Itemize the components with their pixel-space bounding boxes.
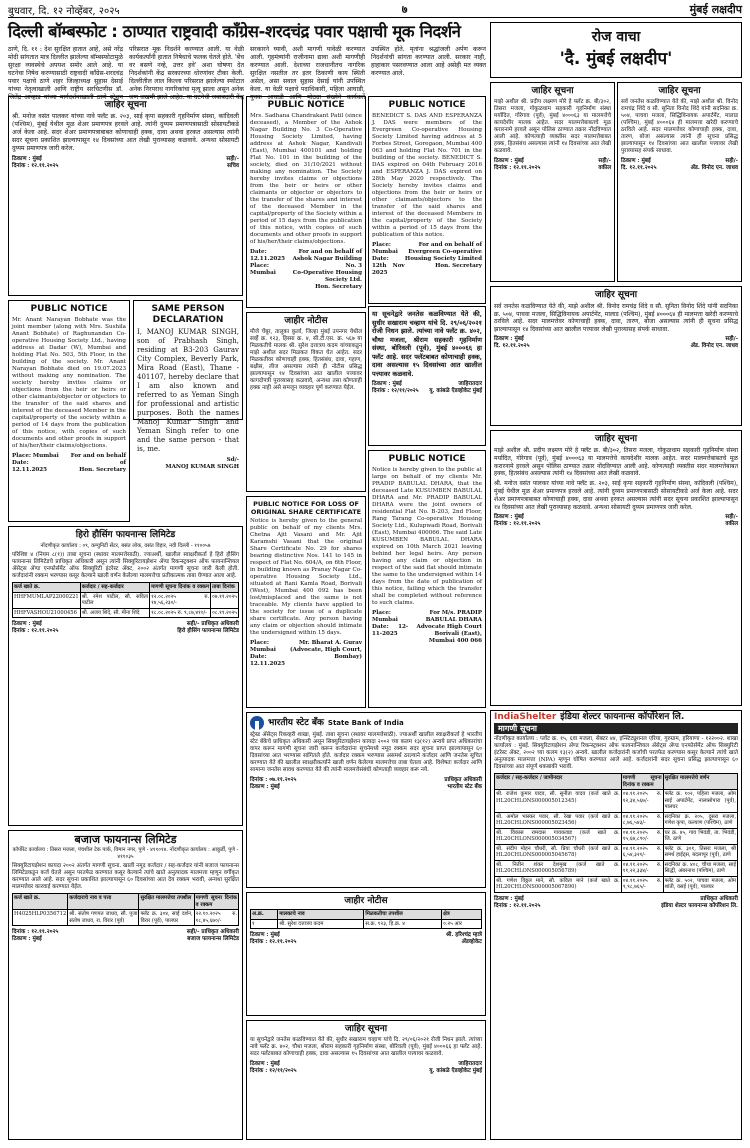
notice-signatory: Mr. Bharat A. Gurav (Advocate, High Court, Bombay) xyxy=(289,640,362,660)
notice-place-date: ठिकाण : मुंबई दिनांक : १२.११.२०२५ xyxy=(12,621,59,634)
table-header-cell: मागणी सूचना दिनांक व रक्कम xyxy=(195,895,237,908)
notice-place-date: दिनांक : ०७.११.२०२५ ठिकाण : मुंबई xyxy=(250,777,297,790)
table-cell: श्री. राजेश कुमार यादव, सौ. सुनीता यादव (कर्ज खाते क्र. HL20CHLONS000005012345) xyxy=(495,790,622,813)
banner-line-2: 'दै. मुंबई लक्षदीप' xyxy=(559,49,673,69)
table-header-cell: क्षेत्र xyxy=(442,910,482,920)
issue-date: बुधवार, दि. १२ नोव्हेंबर, २०२५ xyxy=(8,5,120,17)
table-cell: ०४.११.२०२५ रु. ९,९८,७६५/- xyxy=(622,877,662,890)
notice-signatory: सही/- वकील xyxy=(598,158,611,171)
table-cell: १ xyxy=(251,919,278,929)
table-header-cell: अ.क्र. xyxy=(251,910,278,920)
notice-body: माझे अशील श्री. प्रदीप लक्ष्मण मोरे हे फ्लॅट क्र. बी/३०२, तिसरा मजला, गोकुळधाम सहकारी गृहनिर्माण संस्था मर्यादित, गोरेगाव (पूर्व), मुंबई ४०००६३ या मालमत्तेचे कायदेशीर मालक आहेत. सदर मालमत्तेबाबतचे मूळ करारनामे हरवले असून पोलिस ठाण्यात तक्रार नोंदविण्यात आली आहे. कोणत्याही व्यक्तीस सदर मालमत्तेबाबत हक्क, हितसंबंध असल्यास त्यांनी १४ दिवसांच्या आत लेखी कळवावे. xyxy=(494,99,611,154)
table-cell: श्री. संदीप मोहन चौधरी, सौ. प्रिया चौधरी (कर्ज खाते क्र. HL20CHLONS000005045678) xyxy=(496,845,620,858)
notice-place-date: Place: Mumbai Date: 12.11.2025 xyxy=(250,640,286,667)
notice-signatory: For and on behalf of Evergreen Co-operative Housing Society Limited Hon. Secretary xyxy=(404,242,482,269)
notice-body: या सूचनेद्वारे जनतेस कळविण्यात येते की, सुधीर सखाराम चव्हाण यांचे दि. २९/०६/२०२१ रोजी निधन झाले. त्यांच्या नावे फ्लॅट क्र. ४०२, चौथा मजला, श्रीराम सहकारी गृहनिर्माण संस्था, बोरिवली (पूर्व), मुंबई ४०००६६ हा फ्लॅट आहे. सदर फ्लॅटबाबत कोणाचाही हक्क, दावा असल्यास १५ दिवसांच्या आत खालील पत्त्यावर कळवावे. xyxy=(372,310,482,378)
notice-body: मौजे चेंबूर, तालुका कुर्ला, जिल्हा मुंबई उपनगर येथील सर्व्हे क्र. १२३, हिस्सा क्र. ४, सी.टी.एस. क्र. ५६७ या मिळकतीचे मालक श्री. सुरेश दत्तात्रय कदम यांच्याकडून माझे अशील सदर मिळकत विकत घेत आहेत. सदर मिळकतीवर कोणाचाही हक्क, हितसंबंध, दावा, गहाण, बक्षीस, लीज असल्यास त्यांनी ही नोटीस प्रसिद्ध झाल्यापासून १४ दिवसांच्या आत खालील पत्त्यावर कागदोपत्री पुराव्यासह कळवावे, अन्यथा तसा कोणताही हक्क नाही असे समजून व्यवहार पूर्ण करण्यात येईल. xyxy=(250,329,362,391)
sbi-possession-notice xyxy=(246,712,486,888)
notice-body: सर्व जनतेस कळविण्यात येते की, माझे अशील श्री. विनोद रामचंद्र शिंदे व सौ. सुनिता विनोद शिंदे यांनी सदनिका क्र. ५०४, पाचवा मजला, सिद्धिविनायक अपार्टमेंट, मालाड (पश्चिम), मुंबई ४०००६४ ही मालमत्ता खरेदी करण्याचे ठरविले आहे. सदर मालमत्तेवर कोणाचाही हक्क, दावा, तारण, बोजा असल्यास त्यांनी ही सूचना प्रसिद्ध झाल्यापासून १४ दिवसांच्या आत खालील पत्त्यावर लेखी पुराव्यासह संपर्क साधावा. xyxy=(621,99,738,154)
possession-table xyxy=(12,582,239,618)
notice-place-date: Place: Mumbai Date: 12.11.2025 xyxy=(12,453,59,473)
table-cell: फ्लॅट क्र. ५०२, पाचवा मजला, ओम शांती, वसई (पूर्व), पालघर xyxy=(664,877,736,890)
table-cell: ०४.११.२०२५ रु. ११,२२,३३४/- xyxy=(622,861,662,874)
notice-title: PUBLIC NOTICE xyxy=(267,100,345,110)
notice-body-extra: श्री. मनोज वसंत पालकर यांच्या नावे फ्लॅट क्र. २०३, साई कृपा सहकारी गृहनिर्माण संस्था, कांदिवली (पश्चिम), मुंबई येथील मूळ शेअर प्रमाणपत्र हरवले आहे. त्यांनी दुय्यम प्रमाणपत्रासाठी सोसायटीकडे अर्ज केला आहे. सदर शेअर प्रमाणपत्राबाबत कोणाचाही हक्क, दावा अथवा हरकत असल्यास त्यांनी सदर सूचना प्रकाशित झाल्यापासून १४ दिवसांच्या आत लेखी पुराव्यासह कळवावे. अन्यथा सोसायटी दुय्यम प्रमाणपत्र जारी करेल. xyxy=(494,480,738,511)
masthead-brand: मुंबई लक्षदीप xyxy=(689,3,742,16)
political-news-continued xyxy=(8,96,243,296)
jahir-notice-marathi-mid xyxy=(246,312,366,492)
notice-signatory: जाहिरातदार यू. कांबळे ऍडव्होकेट मुंबई xyxy=(429,1061,482,1074)
table-cell: फ्लॅट क्र. ३०४, साई दर्शन, विरार (पूर्व), पालघर xyxy=(140,911,193,924)
notice-place-date: ठिकाण : मुंबई दिनांक : १२.११.२०२५ xyxy=(250,932,297,945)
company-name: इंडिया शेल्टर फायनान्स कॉर्पोरेशन लि. xyxy=(560,712,685,722)
table-row xyxy=(251,919,482,929)
notice-title: PUBLIC NOTICE xyxy=(388,454,466,464)
notice-signatory: सही/- ॲड. विनोद एन. जाधव xyxy=(690,158,738,171)
table-header-cell: कर्ज खाते क्र. xyxy=(13,894,68,910)
notice-place-date: ठिकाण : मुंबई दिनांक : १२.११.२०२५ xyxy=(12,156,59,169)
notice-body: नोंदणीकृत कार्यालय : प्लॉट क्र. १५, ६वा मजला, सेक्टर ४४, इन्स्टिट्यूशनल एरिया, गुरुग्राम, हरियाणा - १२२००२. शाखा कार्यालय : मुंबई. सिक्युरिटायझेशन ॲण्ड रिकन्स्ट्रक्शन ऑफ फायनान्शियल ॲसेट्स ॲण्ड एनफोर्समेंट ऑफ सिक्युरिटी इंटरेस्ट ॲक्ट, २००२ च्या कलम १३(२) अन्वये. खालील कर्जदारांनी कर्जाची परतफेड करण्यास कसूर केल्याने त्यांचे खाते अनुत्पादक मालमत्ता (NPA) म्हणून घोषित करण्यात आले आहे. कर्जदारांनी सदर सूचना प्रसिद्ध झाल्यापासून ६० दिवसांच्या आत संपूर्ण थकबाकी भरावी. xyxy=(494,736,738,770)
table-cell: २२.१०.२०२५ रु. १८,४५,६७०/- xyxy=(195,911,237,924)
table-header-cell: कर्जदाराचे नाव व पत्ता xyxy=(68,894,139,910)
notice-body: परिशिष्ट ४ (नियम ८(१)) ताबा सूचना (स्थावर मालमत्तेसाठी). ज्याअर्थी, खालील स्वाक्षरीकर्ता हे हिरो हौसिंग फायनान्स लिमिटेडचे प्राधिकृत अधिकारी असून त्यांनी सिक्युरिटायझेशन ॲण्ड रिकन्स्ट्रक्शन ऑफ फायनान्शियल ॲसेट्स ॲण्ड एनफोर्समेंट ऑफ सिक्युरिटी इंटरेस्ट ॲक्ट, २००२ अंतर्गत मागणी सूचना जारी केली होती. कर्जदारांनी रक्कम भरण्यास कसूर केल्याने खाली वर्णन केलेल्या मालमत्तेचा प्रतीकात्मक ताबा घेण्यात आला आहे. xyxy=(12,552,239,579)
table-cell: HHFVASHOU21000456 xyxy=(13,608,81,618)
table-cell: श्री. नितीन शंकर देशमुख (कर्ज खाते क्र. HL20CHLONS000005056789) xyxy=(496,861,620,874)
public-notice-d xyxy=(368,450,486,708)
company-address: नोंदणीकृत कार्यालय : ०९, कम्युनिटी सेंटर, बसंत लोक, वसंत विहार, नवी दिल्ली - ११००५७ xyxy=(40,543,211,549)
table-cell: श्री. संतोष गणपत जाधव, सौ. पूजा संतोष जाधव, रा. विरार (पूर्व) xyxy=(69,911,138,924)
notice-body: Mrs. Sadhana Chandrakant Patil (since deceased), a Member of the Ashok Nagar Building No. 3 Co-Operative Housing Society Limited, having address at Ashok Nagar, Kandivali (East), Mumbai 400101 and holding Flat No. 101 in the building of the society, died on 31/10/2021 without making any nomination. The Society hereby invites claims or objections from the heir or heirs or other claimants or objector or objectors to the transfer of the shares and interest of the deceased Member in the capital/property of the Society within a period of 15 days from the publication of this notice, with copies of such documents and other proofs in support of his/her/their claims/objections. xyxy=(250,113,362,245)
table-cell: ०७.११.२०२५ xyxy=(211,592,239,608)
table-row xyxy=(13,608,239,618)
table-header-cell: मागणी सूचना दिनांक व रक्कम xyxy=(151,584,210,590)
notice-signatory: सही/- सचिव xyxy=(226,156,239,169)
notice-place-date: Place: Mumbai Date: 12-11-2025 xyxy=(372,610,409,637)
notice-title: PUBLIC NOTICE FOR LOSS OF ORIGINAL SHARE CERTIFICATE xyxy=(250,500,362,516)
notice-place-date: ठिकाण : मुंबई दिनांक : १२.११.२०२५ xyxy=(494,514,541,528)
notice-body: या सूचनेद्वारे जनतेस कळविण्यात येते की, सुधीर सखाराम चव्हाण यांचे दि. २९/०६/२०२१ रोजी निधन झाले. त्यांच्या नावे फ्लॅट क्र. ४०२, चौथा मजला, श्रीराम सहकारी गृहनिर्माण संस्था, बोरिवली (पूर्व), मुंबई ४०००६६ हा फ्लॅट आहे. सदर फ्लॅटबाबत कोणाचाही हक्क, दावा असल्यास १५ दिवसांच्या आत खालील पत्त्यावर कळवावे. xyxy=(250,1037,482,1057)
table-header-cell: कर्ज खाते क्र. xyxy=(13,583,81,593)
headline-container xyxy=(8,22,486,44)
page-header xyxy=(8,4,742,18)
news-body: ठाणे, दि. ११ : देश सुरक्षित हातात आहे, असे नरेंद्र मोदी सांगतात मात्र दिल्लीत झालेल्या बॉम्बस्फोटामुळे सुरक्षा व्यवस्थेचे अपयश समोर आले आहे. या घटनेचा निषेध करण्यासाठी राष्ट्रवादी कॉंग्रेस-शरदचंद्र पवार पक्षाचे ठाणे शहर जिल्हाध्यक्ष सुहास देसाई यांच्या नेतृत्वाखाली आणि राष्ट्रीय सरचिटणीस डॉ. जितेंद्र आव्हाड यांच्या मार्गदर्शनाखाली ठाणे स्टेशन परिसरात मूक निदर्शने करण्यात आली. या वेळी कार्यकर्त्यांनी हातात निषेधाचे फलक घेतले होते. 'बेंच वर बसणे नव्हे, उत्तर हवे' अशा घोषणा देत निदर्शकांनी केंद्र सरकारच्या धोरणांवर टीका केली. दिल्लीतील लाल किल्ला परिसरात झालेल्या स्फोटात अनेक निरपराध नागरिकांचा मृत्यू झाला असून अनेक जण जखमी झाले आहेत. या घटनेची जबाबदारी केंद्र सरकारने घ्यावी, अशी मागणी यावेळी करण्यात आली. गृहमंत्र्यांनी राजीनामा द्यावा अशी मागणीही करण्यात आली. देशाच्या राजधानीतच नागरिक सुरक्षित नसतील तर इतर ठिकाणी काय स्थिती असेल, असा सवाल सुहास देसाई यांनी उपस्थित केला. या वेळी पक्षाचे पदाधिकारी, महिला आघाडी, युवक आघाडी आणि मोठ्या संख्येने कार्यकर्ते उपस्थित होते. मृतांना श्रद्धांजली अर्पण करून निदर्शनांची सांगता करण्यात आली. सरकार नाही, हाहाकार पसरवण्यात आला आहे असेही मत व्यक्त करण्यात आले. xyxy=(8,46,486,101)
notice-body: Mr. Anant Narayan Bobhate was the joint member (along with Mrs. Sushila Anant Bobhate) of Raghunandan Co-operative Housing Society Ltd., having address at Dadar (W), Mumbai and holding Flat No. 503, 5th Floor, in the building of the society. Mr. Anant Narayan Bobhate died on 19.07.2023 without making any nomination. The society hereby invites claims or objections from the heir or heirs or other claimants/objector or objectors to the transfer of the said shares and interest of the deceased Member in the capital/property of the society within a period of 14 days from the publication of this notice, with copies of such documents and other proofs in support of his/her/their claims/objections. xyxy=(12,317,126,449)
notice-title: जाहीर नोटीस xyxy=(344,896,388,906)
india-shelter-notice xyxy=(490,710,742,1140)
notice-place-date: ठिकाण : मुंबई दिनांक : १२/११/२०२५ xyxy=(372,381,419,394)
table-header-cell: मालकाचे नाव xyxy=(278,910,364,920)
table-row xyxy=(495,876,738,892)
notice-type-strip: मागणी सूचना xyxy=(494,723,738,734)
table-row xyxy=(495,844,738,860)
main-headline: दिल्ली बॉम्बस्फोट : ठाण्यात राष्ट्रवादी कॉंग्रेस-शरदचंद्र पवार पक्षाची मूक निदर्शने xyxy=(8,22,461,41)
notice-title: SAME PERSON DECLARATION xyxy=(151,304,225,325)
jahir-suchana-right-a xyxy=(490,82,615,282)
notice-body: BENEDICT S. DAS AND ESPERANZA J. DAS were members of the Evergreen Co-operative Housing Society Limited having address at 5 Forbes Street, Goregaon, Mumbai 400 063 and holding Flat No. 701 in the building of the society. BENEDICT S. DAS expired on 04th February 2016 and ESPERANZA J. DAS expired on 28th May 2020 respectively. The Society hereby invites claims and objections from the heir or heirs or other claimants/objectors to the transfer of the said shares and interest of the deceased Members in the capital/property of the Society within a period of 15 days from the publication of this notice. xyxy=(372,113,482,238)
bajaj-finance-notice xyxy=(8,830,243,1140)
table-cell: ०४.११.२०२५ रु. ८,७६,५४३/- xyxy=(622,813,662,826)
table-cell: सदनिका क्र. ४०८, चौथा मजला, साई सिद्धी, अंबरनाथ (पश्चिम), ठाणे xyxy=(664,861,736,874)
notice-place-date: ठिकाण : मुंबई दिनांक : १२/११/२०२५ xyxy=(250,1061,297,1074)
table-header-cell: सुरक्षित मालमत्तेचे वर्णन xyxy=(663,774,737,790)
jahir-suchana-right-a2 xyxy=(617,82,742,282)
jahir-suchana-right-c xyxy=(490,430,742,706)
notice-body: श्री. मनोज वसंत पालकर यांच्या नावे फ्लॅट क्र. २०३, साई कृपा सहकारी गृहनिर्माण संस्था, कांदिवली (पश्चिम), मुंबई येथील मूळ शेअर प्रमाणपत्र हरवले आहे. त्यांनी दुय्यम प्रमाणपत्रासाठी सोसायटीकडे अर्ज केला आहे. सदर शेअर प्रमाणपत्राबाबत कोणाचाही हक्क, दावा अथवा हरकत असल्यास त्यांनी सदर सूचना प्रकाशित झाल्यापासून १४ दिवसांच्या आत लेखी पुराव्यासह कळवावे. अन्यथा सोसायटी दुय्यम प्रमाणपत्र जारी करेल. xyxy=(12,113,239,152)
table-cell: ०.२५ आर xyxy=(442,919,482,929)
table-cell: ०४.११.२०२५ रु. १५,६७,८९०/- xyxy=(622,829,662,842)
notice-body: I, MANOJ KUMAR SINGH, son of Prabhash Singh, residing at B3-203 Gaurav City Complex, Beverly Park, Mira Road (East), Thane - 401107, hereby declare that I am also known and referred to as Yeman Singh for professional and artistic purposes. Both the names Manoj Kumar Singh and Yeman Singh refer to one and the same person - that is, me. xyxy=(137,328,239,453)
table-cell: श्री. रमेश पाटील, सौ. सविता पाटील xyxy=(81,593,149,606)
table-cell: ०४.११.२०२५ रु. ६,५४,३२१/- xyxy=(622,845,662,858)
notice-signatory: श्री. हरिश्चंद्र म्हात्रे ॲडव्होकेट xyxy=(445,932,482,945)
table-row xyxy=(13,910,239,926)
loss-of-share-certificate-notice xyxy=(246,496,366,708)
notice-title: जाहिर सूचना xyxy=(344,1024,388,1034)
notice-signatory: For and on behalf of Ashok Nagar Building No. 3 Co-Operative Housing Society Ltd. Hon. Secretary xyxy=(292,249,362,290)
demand-table xyxy=(494,773,738,893)
hero-housing-finance-notice xyxy=(8,526,243,826)
notice-title: जाहीर नोटीस xyxy=(284,316,328,326)
notice-body: माझे अशील श्री. प्रदीप लक्ष्मण मोरे हे फ्लॅट क्र. बी/३०२, तिसरा मजला, गोकुळधाम सहकारी गृहनिर्माण संस्था मर्यादित, गोरेगाव (पूर्व), मुंबई ४०००६३ या मालमत्तेचे कायदेशीर मालक आहेत. सदर मालमत्तेबाबतचे मूळ करारनामे हरवले असून पोलिस ठाण्यात तक्रार नोंदविण्यात आली आहे. कोणत्याही व्यक्तीस सदर मालमत्तेबाबत हक्क, हितसंबंध असल्यास त्यांनी १४ दिवसांच्या आत लेखी कळवावे. xyxy=(494,447,738,478)
table-cell: १८.०८.२०२५ रु. ९,८७,४१०/- xyxy=(150,608,211,618)
bank-name-english: State Bank of India xyxy=(327,718,404,727)
india-shelter-logo: IndiaShelter xyxy=(494,712,557,722)
sbi-logo-icon xyxy=(250,716,264,730)
table-row xyxy=(495,860,738,876)
table-cell: श्री. सुरेश दत्तात्रय कदम xyxy=(278,919,364,929)
table-cell: स.क्र. १२३, हि.क्र. ४ xyxy=(364,919,442,929)
table-cell: ०४.११.२०२५ रु. १२,३४,५६७/- xyxy=(621,790,663,813)
table-header-cell: मागणी सूचना दिनांक व रक्कम xyxy=(622,775,662,788)
table-header-cell: मिळकतीचा तपशील xyxy=(364,910,442,920)
table-row xyxy=(495,828,738,844)
roj-vacha-banner xyxy=(490,22,742,78)
company-name: हिरो हौसिंग फायनान्स लिमिटेड xyxy=(75,530,176,540)
notice-title: जाहिर सूचना xyxy=(104,100,147,110)
company-name: बजाज फायनान्स लिमिटेड xyxy=(74,833,177,846)
notice-body: Notice is hereby given to the general public on behalf of my clients Mrs. Chetna Ajit Vasani and Mr. Ajit Karamshi Vasani that the original Share Certificate No. 29 for shares bearing distinctive Nos. 141 to 145 in respect of Flat No. 604/A, on 6th Floor, in building known as Pranay Nagar Co-operative Housing Society Ltd., situated at Rani Kamla Road, Borivali (West), Mumbai 400 092 has been lost/misplaced and the same is not traceable. My clients have applied to the society for issue of a duplicate share certificate. Any person having any claim or objection should intimate the undersigned within 15 days. xyxy=(250,518,362,636)
notice-signatory: सही/- ॲड. विनोद एन. जाधव xyxy=(690,336,738,350)
table-cell: घर क्र. ४५, गाव भिवंडी, ता. भिवंडी, जि. ठाणे xyxy=(664,829,736,842)
notice-signatory: सही/- वकील xyxy=(725,514,738,528)
notice-place-date: दिनांक : १२.११.२०२५ ठिकाण : मुंबई xyxy=(12,929,59,942)
table-cell: श्री. अजय शिंदे, सौ. मीना शिंदे xyxy=(80,608,149,618)
notice-signatory: Sd/- MANOJ KUMAR SINGH xyxy=(165,457,239,470)
news-article xyxy=(8,46,486,101)
jahir-suchana-bottom-mid xyxy=(246,1020,486,1140)
demand-table xyxy=(12,893,239,926)
notice-title: जाहिर सूचना xyxy=(531,86,574,96)
table-cell: श्री. गणेश विठ्ठल माने, सौ. कविता माने (कर्ज खाते क्र. HL20CHLONS000005067890) xyxy=(496,877,620,890)
notice-place-date: ठिकाण : मुंबई दि. १२.११.२०२५ xyxy=(494,336,530,350)
notice-signatory: सही/- प्राधिकृत अधिकारी बजाज फायनान्स लिमिटेड xyxy=(186,929,239,942)
notice-place-date: ठिकाण : मुंबई दि. १२.११.२०२५ xyxy=(621,158,657,171)
notice-signatory: जाहिरातदार यू. कांबळे ऍडव्होकेट मुंबई xyxy=(429,381,482,394)
bank-name: भारतीय स्टेट बँक xyxy=(268,717,324,728)
table-cell: फ्लॅट क्र. ३०१, तिसरा मजला, श्री समर्थ हाईट्स, बदलापूर (पूर्व), ठाणे xyxy=(664,845,736,858)
notice-title: जाहिर सूचना xyxy=(658,86,701,96)
table-cell: १२.०८.२०२५ रु. १४,५६,२३०/- xyxy=(151,593,210,606)
table-cell: सदनिका क्र. २०५, दुसरा मजला, गणेश कृपा, कल्याण (पश्चिम), ठाणे xyxy=(664,813,736,826)
table-row xyxy=(495,790,738,813)
table-header-cell: कर्जदार / सह-कर्जदार / जामीनदार xyxy=(495,774,622,790)
notice-title: PUBLIC NOTICE xyxy=(30,304,108,314)
public-notice-c xyxy=(368,96,486,304)
name-change-notice xyxy=(133,300,243,470)
notice-place-date: ठिकाण : मुंबई दिनांक : १२.११.२०२५ xyxy=(494,895,541,909)
company-address: कॉर्पोरेट कार्यालय : तिसरा मजला, पंचशील टेक पार्क, विमान नगर, पुणे - ४११०१४. नोंदणीकृत कार्यालय : आकुर्डी, पुणे - ४११०३५ xyxy=(12,847,239,860)
notice-place-date: Place: Mumbai Date: 12th Nov 2025 xyxy=(372,242,405,276)
table-header-cell: सुरक्षित मालमत्तेचा तपशील xyxy=(139,894,194,910)
public-notice-a xyxy=(8,300,130,522)
notice-body: स्ट्रेस्ड ॲसेट्स रिकव्हरी शाखा, मुंबई. ताबा सूचना (स्थावर मालमत्तेसाठी). ज्याअर्थी खालील स्वाक्षरीकर्ता हे भारतीय स्टेट बँकेचे प्राधिकृत अधिकारी असून सिक्युरिटायझेशन कायदा २००२ च्या कलम १३(१२) अन्वये प्राप्त अधिकारांचा वापर करून मागणी सूचना जारी करून कर्जदारांना सूचनेमध्ये नमूद रक्कम सदर सूचना प्राप्त झाल्यापासून ६० दिवसांच्या आत भरण्यास सांगितले होते. कर्जदार रक्कम भरण्यास असमर्थ ठरल्याने कर्जदार आणि जनतेस सूचित करण्यात येते की खालील स्वाक्षरीकर्त्याने खाली वर्णन केलेल्या मालमत्तेचा ताबा घेतला आहे. विशेषतः कर्जदार आणि सामान्य जनतेस सावध करण्यात येते की त्यांनी मालमत्तेसंबंधी कोणताही व्यवहार करू नये. xyxy=(250,732,482,773)
table-row xyxy=(13,592,239,608)
notice-body: Notice is hereby given to the public at large on behalf of my clients Mr. PRADIP BABULAL DHARA, that the deceased Late KUSUMBEN BABULAL DHARA and Mr. PRADIP BABULAL DHARA were the joint owners of residential Flat No. B-203, 2nd Floor, Rang Tarang Co-operative Housing Society Ltd., Kulupwadi Road, Borivali (East), Mumbai 400066. The said Late KUSUMBEN BABULAL DHARA expired on 10th March 2021 leaving behind her legal heirs. Any person having any claim or objection in respect of the said flat should intimate the same to the undersigned within 14 days from the date of publication of this notice, failing which the transfer shall be completed without reference to such claims. xyxy=(372,467,482,606)
table-cell: ०८.११.२०२५ xyxy=(212,609,237,616)
table-cell: श्री. अमोल भास्कर पवार, सौ. रेखा पवार (कर्ज खाते क्र. HL20CHLONS000005023456) xyxy=(496,813,620,826)
page-number: ७ xyxy=(401,3,408,16)
notice-title: PUBLIC NOTICE xyxy=(388,100,466,110)
table-cell: H4025HLP0356712 xyxy=(13,910,68,926)
notice-signatory: प्राधिकृत अधिकारी भारतीय स्टेट बँक xyxy=(444,777,482,790)
table-cell: श्री. विकास रामदास गायकवाड (कर्ज खाते क्र. HL20CHLONS000005034567) xyxy=(496,829,620,842)
jahir-suchana-right-b xyxy=(490,286,742,426)
notice-signatory: सही/- प्राधिकृत अधिकारी हिरो हौसिंग फायनान्स लिमिटेड xyxy=(177,621,239,634)
notice-signatory: For and on behalf of Hon. Secretary xyxy=(70,453,126,473)
public-notice-b xyxy=(246,96,366,308)
table-header-cell: कर्जदार / सह-कर्जदार xyxy=(80,583,149,593)
jahir-suchana-bold xyxy=(368,306,486,446)
notice-body: सर्व जनतेस कळविण्यात येते की, माझे अशील श्री. विनोद रामचंद्र शिंदे व सौ. सुनिता विनोद शिंदे यांनी सदनिका क्र. ५०४, पाचवा मजला, सिद्धिविनायक अपार्टमेंट, मालाड (पश्चिम), मुंबई ४०००६४ ही मालमत्ता खरेदी करण्याचे ठरविले आहे. सदर मालमत्तेवर कोणाचाही हक्क, दावा, तारण, बोजा असल्यास त्यांनी ही सूचना प्रसिद्ध झाल्यापासून १४ दिवसांच्या आत खालील पत्त्यावर लेखी पुराव्यासह संपर्क साधावा. xyxy=(494,303,738,333)
table-row xyxy=(495,812,738,828)
notice-place-date: ठिकाण : मुंबई दिनांक : १२.११.२०२५ xyxy=(494,158,541,171)
banner-line-1: रोज वाचा xyxy=(591,29,641,45)
notice-body: सिक्युरिटायझेशन कायदा २००२ अंतर्गत मागणी सूचना. खाली नमूद कर्जदार / सह-कर्जदार यांनी बजाज फायनान्स लिमिटेडकडून कर्ज घेतले असून परतफेड करण्यात कसूर केल्याने त्यांचे खाते अनुत्पादक मालमत्ता म्हणून वर्गीकृत करण्यात आले आहे. सदर सूचना प्रकाशित झाल्यापासून ६० दिवसांच्या आत देय रक्कम भरावी, अन्यथा सुरक्षित मालमत्तेवर कारवाई करण्यात येईल. xyxy=(12,863,239,890)
table-cell: फ्लॅट क्र. १०२, पहिला मजला, ओम साई अपार्टमेंट, नालासोपारा (पूर्व), पालघर xyxy=(664,791,736,810)
notice-title: जाहिर सूचना xyxy=(594,290,638,300)
notice-signatory: प्राधिकृत अधिकारी इंडिया शेल्टर फायनान्स कॉर्पोरेशन लि. xyxy=(661,895,738,909)
notice-signatory: For M/s. PRADIP BABULAL DHARA Advocate High Court Borivali (East), Mumbai 400 066 xyxy=(416,610,482,644)
notice-title: जाहिर सूचना xyxy=(594,434,638,444)
table-cell: HHFMUMLAP22000221 xyxy=(13,592,81,608)
property-table xyxy=(250,909,482,929)
table-header-cell: ताबा दिनांक xyxy=(211,583,239,593)
notice-place-date: Date: 12.11.2025 Place: Mumbai xyxy=(250,249,286,276)
jahir-notice-property xyxy=(246,892,486,1016)
